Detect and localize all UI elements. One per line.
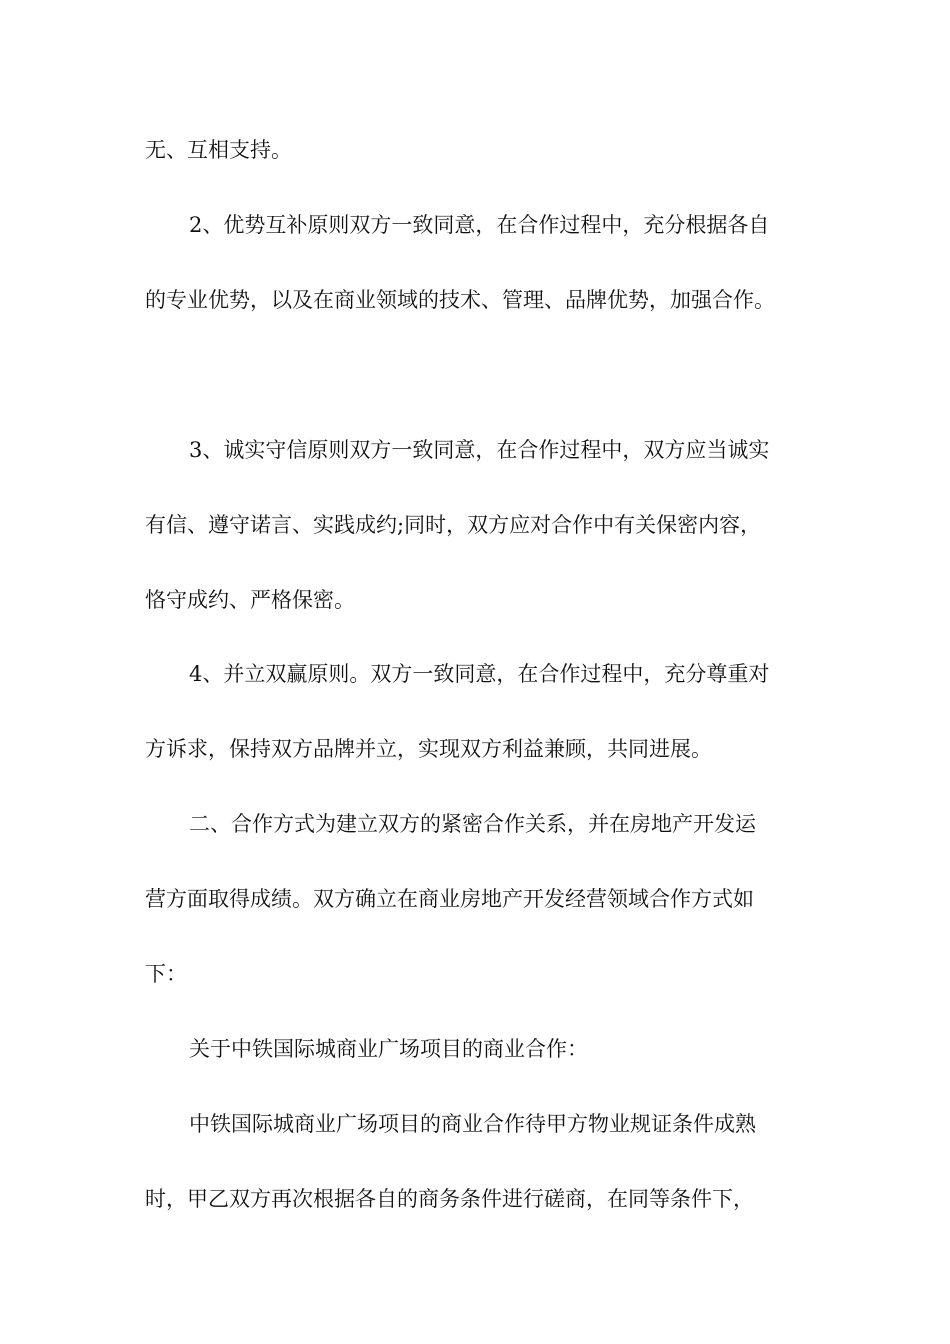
text-line: 时，甲乙双方再次根据各自的商务条件进行磋商，在同等条件下， bbox=[145, 1187, 754, 1211]
text-line: 二、合作方式为建立双方的紧密合作关系，并在房地产开发运 bbox=[189, 812, 756, 836]
text-line: 的专业优势，以及在商业领域的技术、管理、品牌优势，加强合作。 bbox=[145, 288, 775, 312]
text-line: 营方面取得成绩。双方确立在商业房地产开发经营领域合作方式如 bbox=[145, 887, 754, 911]
text-line: 无、互相支持。 bbox=[145, 138, 292, 162]
text-line: 中铁国际城商业广场项目的商业合作待甲方物业规证条件成熟 bbox=[189, 1112, 756, 1136]
text-line: 关于中铁国际城商业广场项目的商业合作： bbox=[189, 1037, 588, 1061]
text-line: 3、诚实守信原则双方一致同意，在合作过程中，双方应当诚实 bbox=[189, 438, 770, 462]
text-line: 4、并立双赢原则。双方一致同意，在合作过程中，充分尊重对 bbox=[189, 662, 770, 686]
text-line: 2、优势互补原则双方一致同意，在合作过程中，充分根据各自 bbox=[189, 213, 770, 237]
text-line: 下： bbox=[145, 962, 187, 986]
text-line: 恪守成约、严格保密。 bbox=[145, 588, 355, 612]
text-line: 方诉求，保持双方品牌并立，实现双方利益兼顾，共同进展。 bbox=[145, 737, 712, 761]
text-line: 有信、遵守诺言、实践成约;同时，双方应对合作中有关保密内容， bbox=[145, 513, 762, 537]
